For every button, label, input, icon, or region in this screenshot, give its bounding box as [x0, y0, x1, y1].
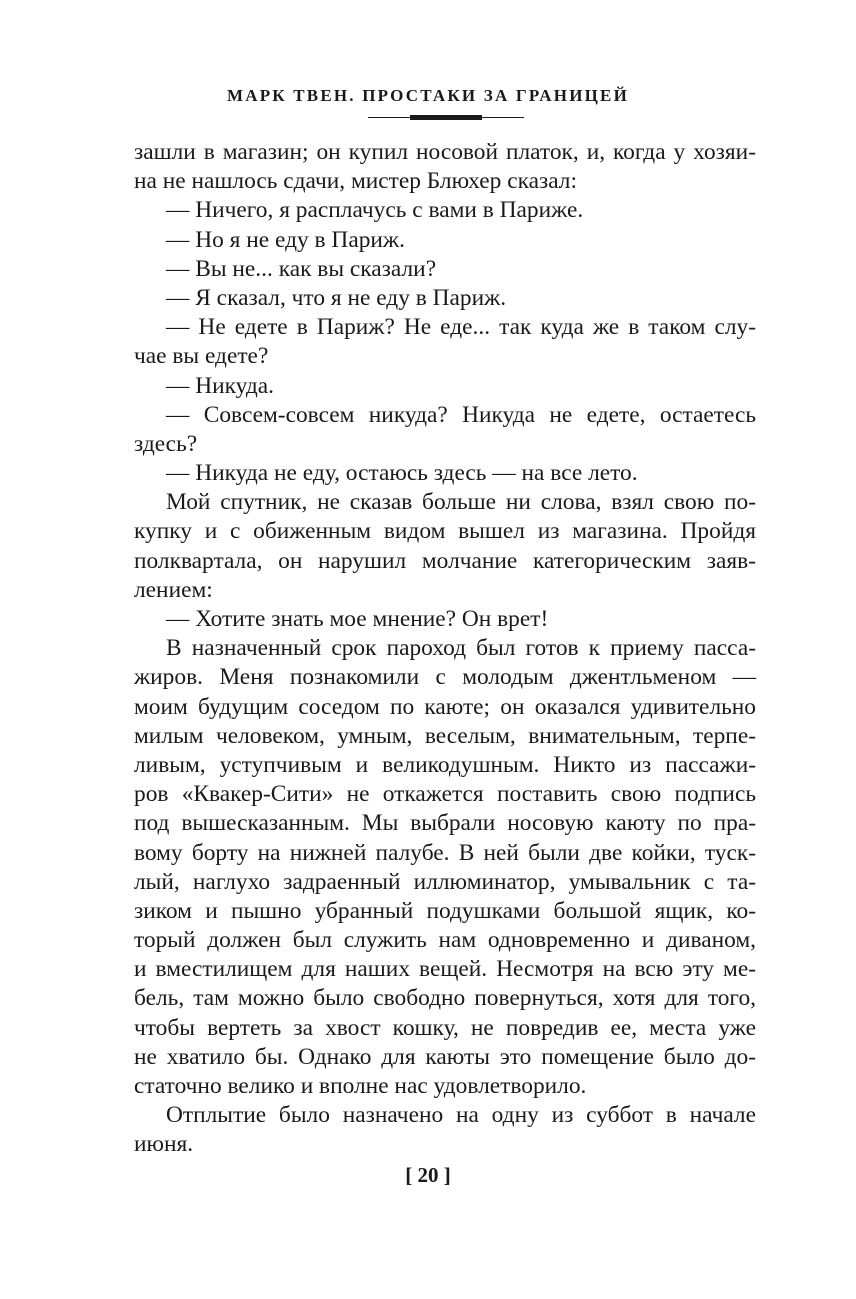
text-line: вому борту на нижней палубе. В ней были две койки, туск-: [134, 839, 756, 866]
text-line: здесь?: [134, 430, 198, 457]
text-line: не хватило бы. Однако для каюты это помещение было до-: [134, 1043, 756, 1070]
text-line: — Но я не еду в Париж.: [166, 226, 405, 253]
text-line: зиком и пышно убранный подушками большой ящик, ко-: [134, 897, 756, 924]
page-number: [ 20 ]: [405, 1163, 451, 1187]
text-line: милым человеком, умным, веселым, внимательным, терпе-: [134, 722, 756, 749]
book-title-header: МАРК ТВЕН. ПРОСТАКИ ЗА ГРАНИЦЕЙ: [226, 86, 630, 105]
text-line: чае вы едете?: [134, 343, 269, 370]
text-line: — Вы не... как вы сказали?: [166, 255, 437, 282]
text-line: — Хотите знать мое мнение? Он врет!: [166, 606, 549, 632]
text-line: — Никуда.: [166, 372, 275, 399]
text-line: В назначенный срок пароход был готов к приему пасса-: [166, 635, 756, 662]
text-line: лый, наглухо задраенный иллюминатор, умывальник с та-: [134, 868, 756, 895]
text-line: торый должен был служить нам одновременно и диваном,: [134, 927, 756, 954]
header-rule-accent: [410, 115, 482, 120]
text-line: лением:: [134, 576, 213, 603]
text-line: статочно велико и вполне нас удовлетворило.: [134, 1073, 587, 1099]
text-line: — Никуда не еду, остаюсь здесь — на все лето.: [166, 460, 638, 487]
text-line: жиров. Меня познакомили с молодым джентльменом —: [134, 664, 756, 691]
body-text: [134, 138, 756, 1160]
text-line: ров «Квакер-Сити» не откажется поставить свою подпись: [134, 781, 756, 808]
text-line: моим будущим соседом по каюте; он оказался удивительно: [134, 693, 756, 720]
text-line: — Я сказал, что я не еду в Париж.: [166, 284, 507, 311]
text-line: — Ничего, я расплачусь с вами в Париже.: [166, 197, 584, 224]
text-line: купку и с обиженным видом вышел из магазина. Пройдя: [134, 518, 756, 545]
text-line: зашли в магазин; он купил носовой платок, и, когда у хозяи-: [134, 139, 756, 165]
text-line: Отплытие было назначено на одну из суббот в начале: [166, 1102, 756, 1129]
text-line: под вышесказанным. Мы выбрали носовую каюту по пра-: [134, 810, 756, 837]
text-line: чтобы вертеть за хвост кошку, не повредив ее, места уже: [134, 1014, 756, 1041]
text-line: бель, там можно было свободно повернуться, хотя для того,: [134, 985, 756, 1012]
text-line: полквартала, он нарушил молчание категорическим заяв-: [134, 547, 756, 574]
text-line: — Совсем-совсем никуда? Никуда не едете, остаетесь: [166, 401, 756, 428]
text-line: — Не едете в Париж? Не еде... так куда же в таком слу-: [166, 314, 756, 341]
text-line: ливым, уступчивым и великодушным. Никто из пассажи-: [134, 751, 756, 778]
text-line: июня.: [134, 1131, 194, 1158]
running-header: [0, 86, 856, 106]
text-line: на не нашлось сдачи, мистер Блюхер сказал:: [134, 168, 577, 195]
text-line: Мой спутник, не сказав больше ни слова, взял свою по-: [166, 489, 756, 516]
text-line: и вместилищем для наших вещей. Несмотря на всю эту ме-: [134, 956, 756, 983]
